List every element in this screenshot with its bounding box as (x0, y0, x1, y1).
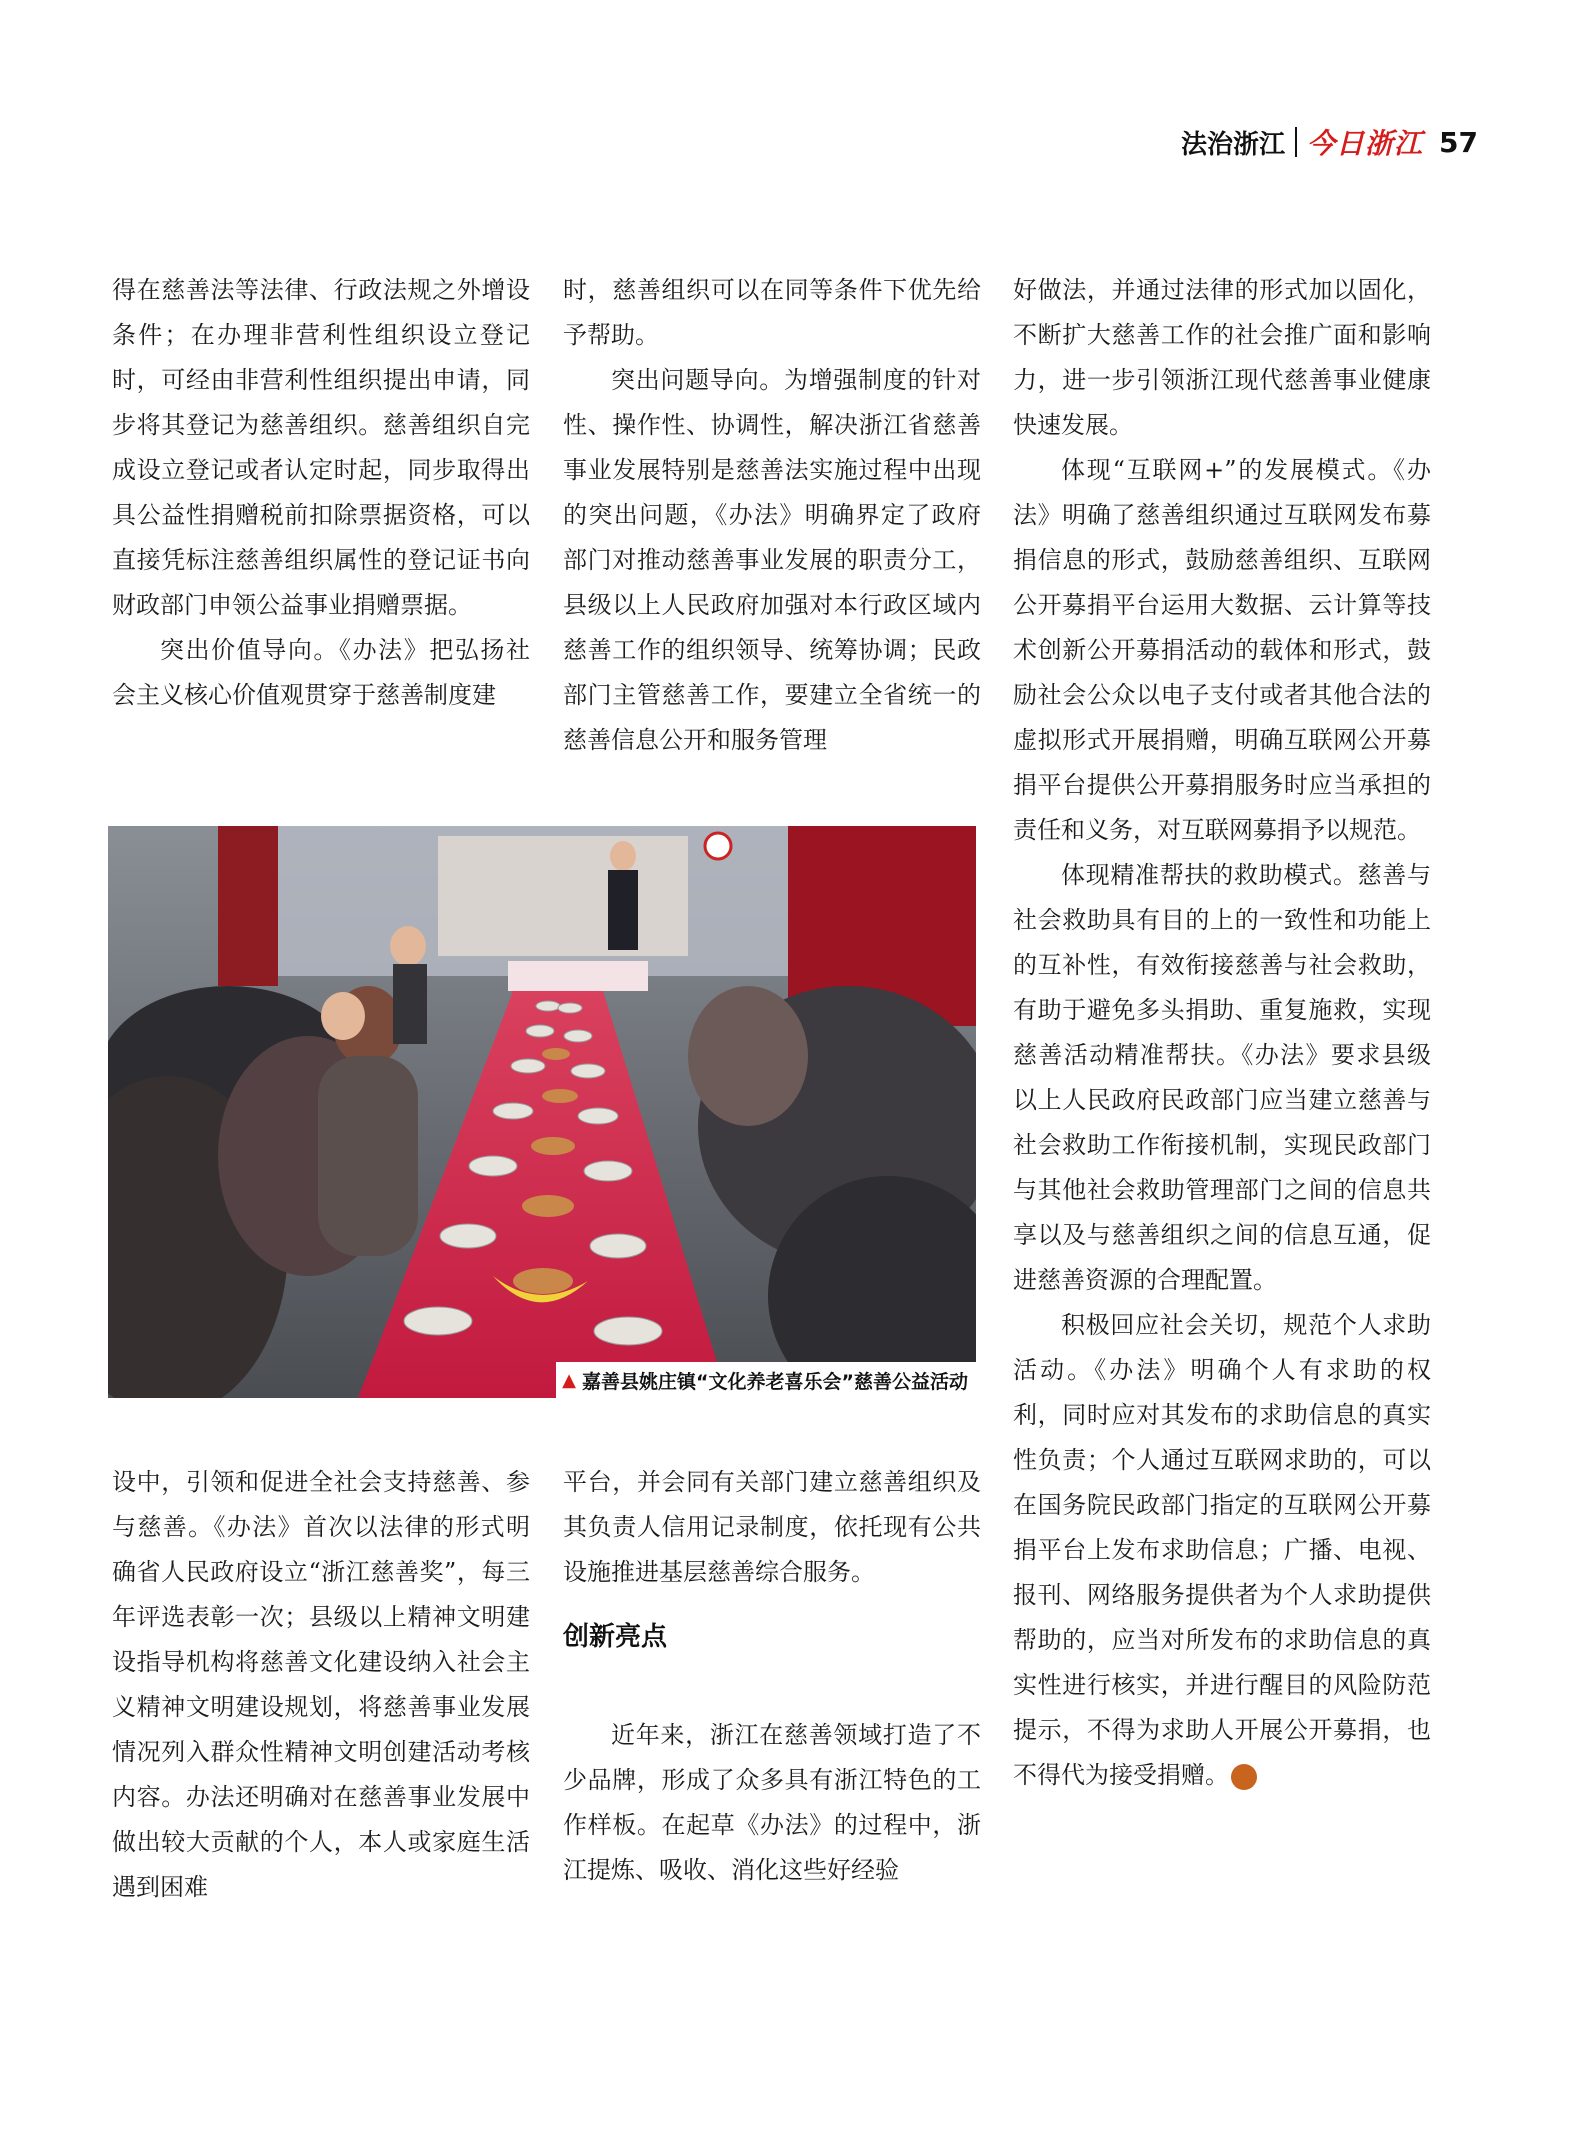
photo-caption (556, 1362, 976, 1398)
column-2-top (563, 268, 981, 763)
paragraph: 突出价值导向。《办法》把弘扬社会主义核心价值观贯穿于慈善制度建 (112, 636, 530, 709)
paragraph: 时，慈善组织可以在同等条件下优先给予帮助。 (563, 276, 981, 349)
paragraph: 好做法，并通过法律的形式加以固化，不断扩大慈善工作的社会推广面和影响力，进一步引领浙江现代慈善事业健康快速发展。 (1013, 276, 1431, 439)
paragraph (1013, 1303, 1431, 1798)
magazine-logo: 今日浙江 (1307, 127, 1424, 160)
page-number: 57 (1439, 125, 1478, 159)
column-2-bottom (563, 1460, 981, 1893)
paragraph-text: 积极回应社会关切，规范个人求助活动。《办法》明确个人有求助的权利，同时应对其发布的求助信息的真实性负责；个人通过互联网求助的，可以在国务院民政部门指定的互联网公开募捐平台上发布求助信息；广播、电视、报刊、网络服务提供者为个人求助提供帮助的，应当对所发布的求助信息的真实性进行核实，并进行醒目的风险防范提示，不得为求助人开展公开募捐，也不得代为接受捐赠。 (1013, 1311, 1431, 1789)
page-header (1181, 122, 1478, 162)
column-3 (1013, 268, 1431, 1798)
end-mark-icon: 今 (1231, 1764, 1257, 1790)
header-divider (1295, 127, 1297, 157)
caption-text: 嘉善县姚庄镇“文化养老喜乐会”慈善公益活动 (582, 1370, 968, 1393)
section-heading: 创新亮点 (563, 1622, 668, 1652)
paragraph: 平台，并会同有关部门建立慈善组织及其负责人信用记录制度，依托现有公共设施推进基层慈善综合服务。 (563, 1468, 981, 1586)
paragraph: 近年来，浙江在慈善领域打造了不少品牌，形成了众多具有浙江特色的工作样板。在起草《办法》的过程中，浙江提炼、吸收、消化这些好经验 (563, 1721, 981, 1884)
paragraph: 突出问题导向。为增强制度的针对性、操作性、协调性，解决浙江省慈善事业发展特别是慈善法实施过程中出现的突出问题，《办法》明确界定了政府部门对推动慈善事业发展的职责分工，县级以上人民政府加强对本行政区域内慈善工作的组织领导、统筹协调；民政部门主管慈善工作，要建立全省统一的慈善信息公开和服务管理 (563, 366, 981, 754)
section-title: 法治浙江 (1181, 129, 1286, 160)
column-1-top (112, 268, 530, 718)
paragraph: 体现“互联网+”的发展模式。《办法》明确了慈善组织通过互联网发布募捐信息的形式，鼓励慈善组织、互联网公开募捐平台运用大数据、云计算等技术创新公开募捐活动的载体和形式，鼓励社会公众以电子支付或者其他合法的虚拟形式开展捐赠，明确互联网公开募捐平台提供公开募捐服务时应当承担的责任和义务，对互联网募捐予以规范。 (1013, 456, 1431, 844)
paragraph: 得在慈善法等法律、行政法规之外增设条件；在办理非营利性组织设立登记时，可经由非营利性组织提出申请，同步将其登记为慈善组织。慈善组织自完成设立登记或者认定时起，同步取得出具公益性捐赠税前扣除票据资格，可以直接凭标注慈善组织属性的登记证书向财政部门申领公益事业捐赠票据。 (112, 276, 530, 619)
paragraph: 体现精准帮扶的救助模式。慈善与社会救助具有目的上的一致性和功能上的互补性，有效衔接慈善与社会救助，有助于避免多头捐助、重复施救，实现慈善活动精准帮扶。《办法》要求县级以上人民政府民政部门应当建立慈善与社会救助工作衔接机制，实现民政部门与其他社会救助管理部门之间的信息共享以及与慈善组织之间的信息互通，促进慈善资源的合理配置。 (1013, 861, 1431, 1294)
event-photo (108, 826, 976, 1398)
paragraph: 设中，引领和促进全社会支持慈善、参与慈善。《办法》首次以法律的形式明确省人民政府设立“浙江慈善奖”，每三年评选表彰一次；县级以上精神文明建设指导机构将慈善文化建设纳入社会主义精神文明建设规划，将慈善事业发展情况列入群众性精神文明创建活动考核内容。办法还明确对在慈善事业发展中做出较大贡献的个人，本人或家庭生活遇到困难 (112, 1468, 530, 1901)
column-1-bottom (112, 1460, 530, 1910)
banquet-photo-illustration (108, 826, 976, 1398)
caption-triangle-icon: ▲ (562, 1369, 577, 1391)
